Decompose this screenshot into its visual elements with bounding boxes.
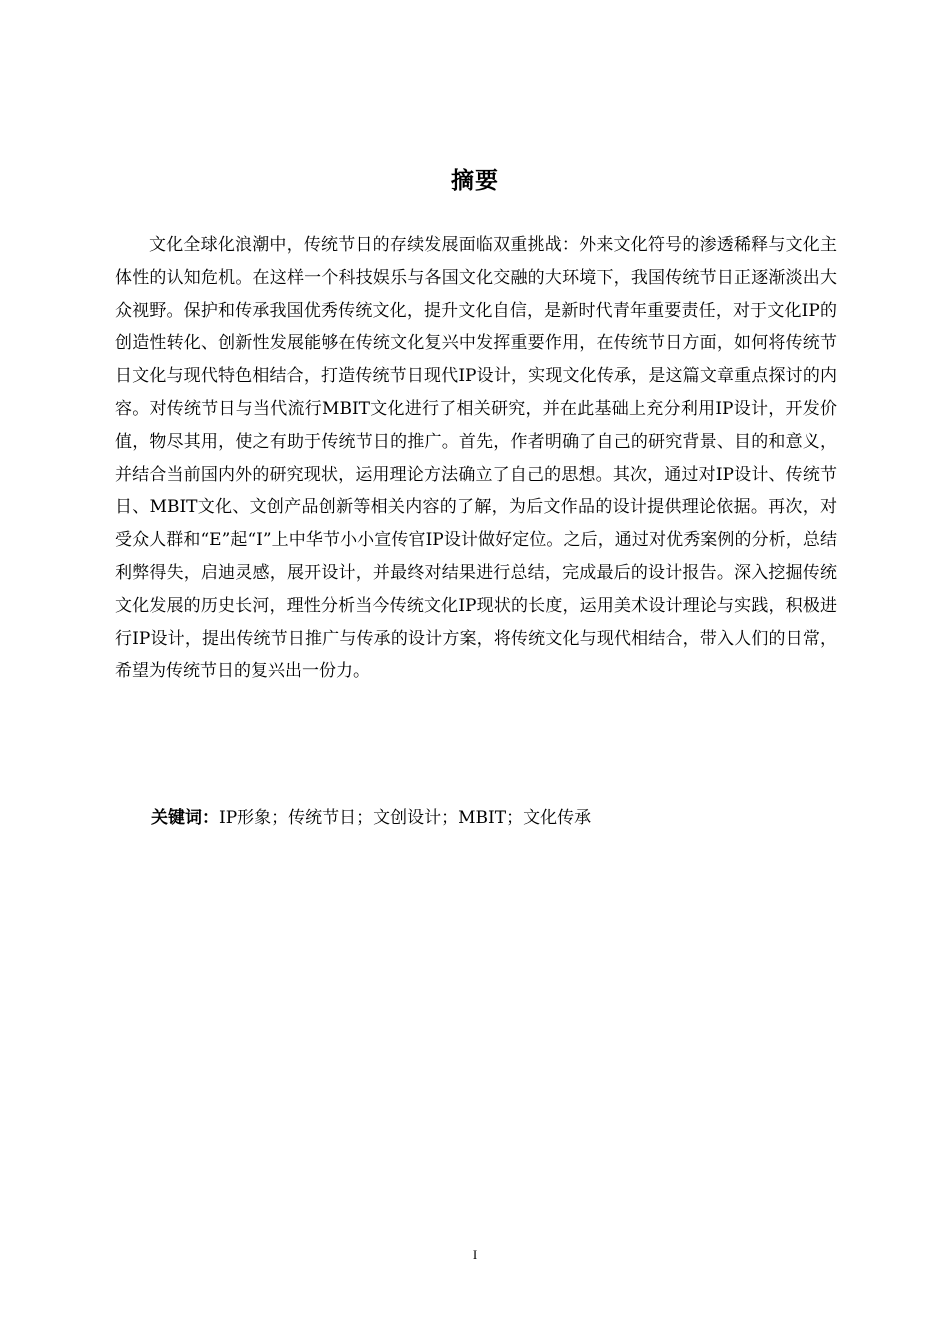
keywords-line [151,804,851,832]
page-title: 摘要 [451,168,499,194]
keywords-text: IP形象；传统节日；文创设计；MBIT；文化传承 [219,808,592,828]
abstract-paragraph: 文化全球化浪潮中，传统节日的存续发展面临双重挑战：外来文化符号的渗透稀释与文化主体性的认知危机。在这样一个科技娱乐与各国文化交融的大环境下，我国传统节日正逐渐淡出大众视野。保护和传承我国优秀传统文化，提升文化自信，是新时代青年重要责任，对于文化IP的创造性转化、创新性发展能够在传统文化复兴中发挥重要作用，在传统节日方面，如何将传统节日文化与现代特色相结合，打造传统节日现代IP设计，实现文化传承，是这篇文章重点探讨的内容。对传统节日与当代流行MBIT文化进行了相关研究，并在此基础上充分利用IP设计，开发价值，物尽其用，使之有助于传统节日的推广。首先，作者明确了自己的研究背景、目的和意义，并结合当前国内外的研究现状，运用理论方法确立了自己的思想。其次，通过对IP设计、传统节日、MBIT文化、文创产品创新等相关内容的了解，为后文作品的设计提供理论依据。再次，对受众人群和“E”起“I”上中华节小小宣传官IP设计做好定位。之后，通过对优秀案例的分析，总结利弊得失，启迪灵感，展开设计，并最终对结果进行总结，完成最后的设计报告。深入挖掘传统文化发展的历史长河，理性分析当今传统文化IP现状的长度，运用美术设计理论与实践，积极进行IP设计，提出传统节日推广与传承的设计方案，将传统文化与现代相结合，带入人们的日常，希望为传统节日的复兴出一份力。 [115,235,837,682]
keywords-label: 关键词： [151,808,219,828]
page-number: I [472,1247,478,1262]
